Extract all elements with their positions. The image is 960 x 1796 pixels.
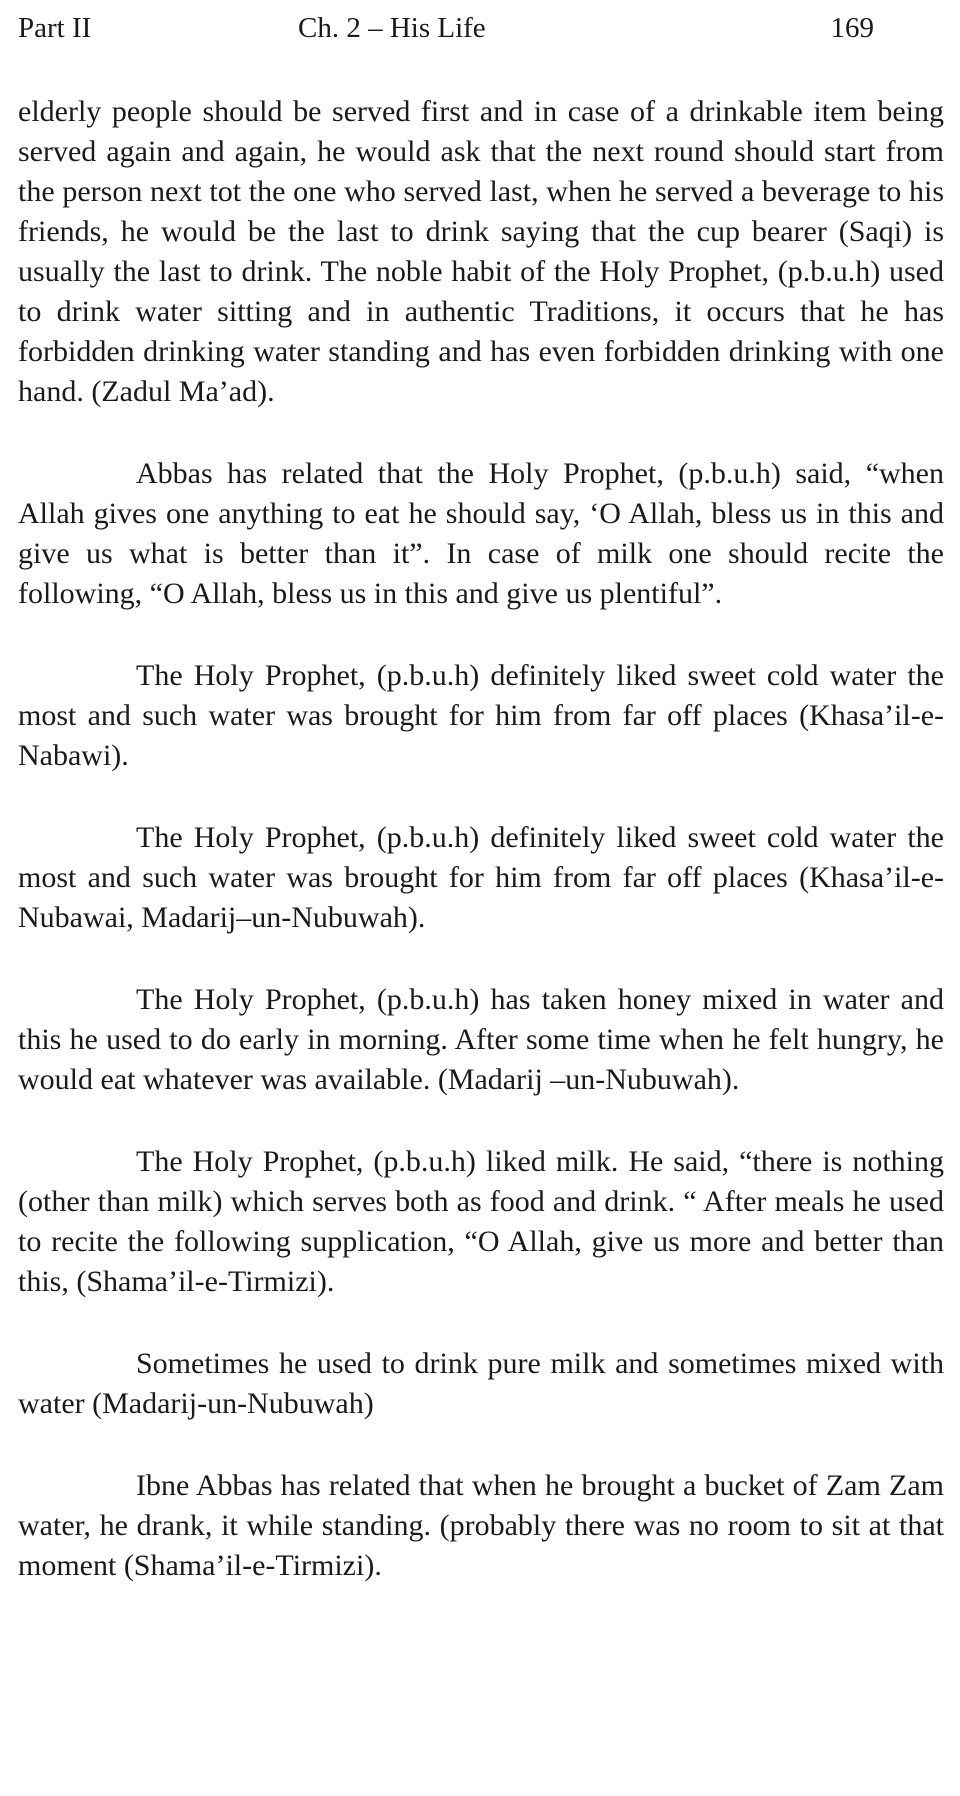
paragraph-zam-zam: Ibne Abbas has related that when he brought a bucket of Zam Zam water, he drank, it while standing. (probably there was no room to sit at that moment (Shama’il-e-Tirmizi).	[18, 1469, 944, 1582]
paragraph-honey-water: The Holy Prophet, (p.b.u.h) has taken honey mixed in water and this he used to do early in morning. After some time when he felt hungry, he would eat whatever was available. (Madarij –un-Nubuwah).	[18, 983, 944, 1096]
paragraph-sweet-cold-water-1: The Holy Prophet, (p.b.u.h) definitely liked sweet cold water the most and such water was brought for him from far off places (Khasa’il-e-Nabawi).	[18, 659, 944, 772]
paragraph-continuation: elderly people should be served first and in case of a drinkable item being served again and again, he would ask that the next round should start from the person next tot the one who served last, when he served a beverage to his friends, he would be the last to drink saying that the cup bearer (Saqi) is usually the last to drink. The noble habit of the Holy Prophet, (p.b.u.h) used to drink water sitting and in authentic Traditions, it occurs that he has forbidden drinking water standing and has even forbidden drinking with one hand. (Zadul Ma’ad).	[18, 95, 944, 408]
page-header	[18, 8, 874, 48]
chapter-title: Ch. 2 – His Life	[298, 12, 486, 44]
page-body	[18, 92, 944, 1628]
page-number: 169	[830, 12, 874, 44]
paragraph-sweet-cold-water-2: The Holy Prophet, (p.b.u.h) definitely liked sweet cold water the most and such water was brought for him from far off places (Khasa’il-e-Nubawai, Madarij–un-Nubuwah).	[18, 821, 944, 934]
paragraph-milk: The Holy Prophet, (p.b.u.h) liked milk. He said, “there is nothing (other than milk) which serves both as food and drink. “ After meals he used to recite the following supplication, “O Allah, give us more and better than this, (Shama’il-e-Tirmizi).	[18, 1145, 944, 1298]
part-label: Part II	[18, 12, 92, 44]
paragraph-pure-milk: Sometimes he used to drink pure milk and sometimes mixed with water (Madarij-un-Nubuwah)	[18, 1347, 944, 1420]
paragraph-abbas-supplication: Abbas has related that the Holy Prophet, (p.b.u.h) said, “when Allah gives one anything to eat he should say, ‘O Allah, bless us in this and give us what is better than it”. In case of milk one should recite the following, “O Allah, bless us in this and give us plentiful”.	[18, 457, 944, 610]
